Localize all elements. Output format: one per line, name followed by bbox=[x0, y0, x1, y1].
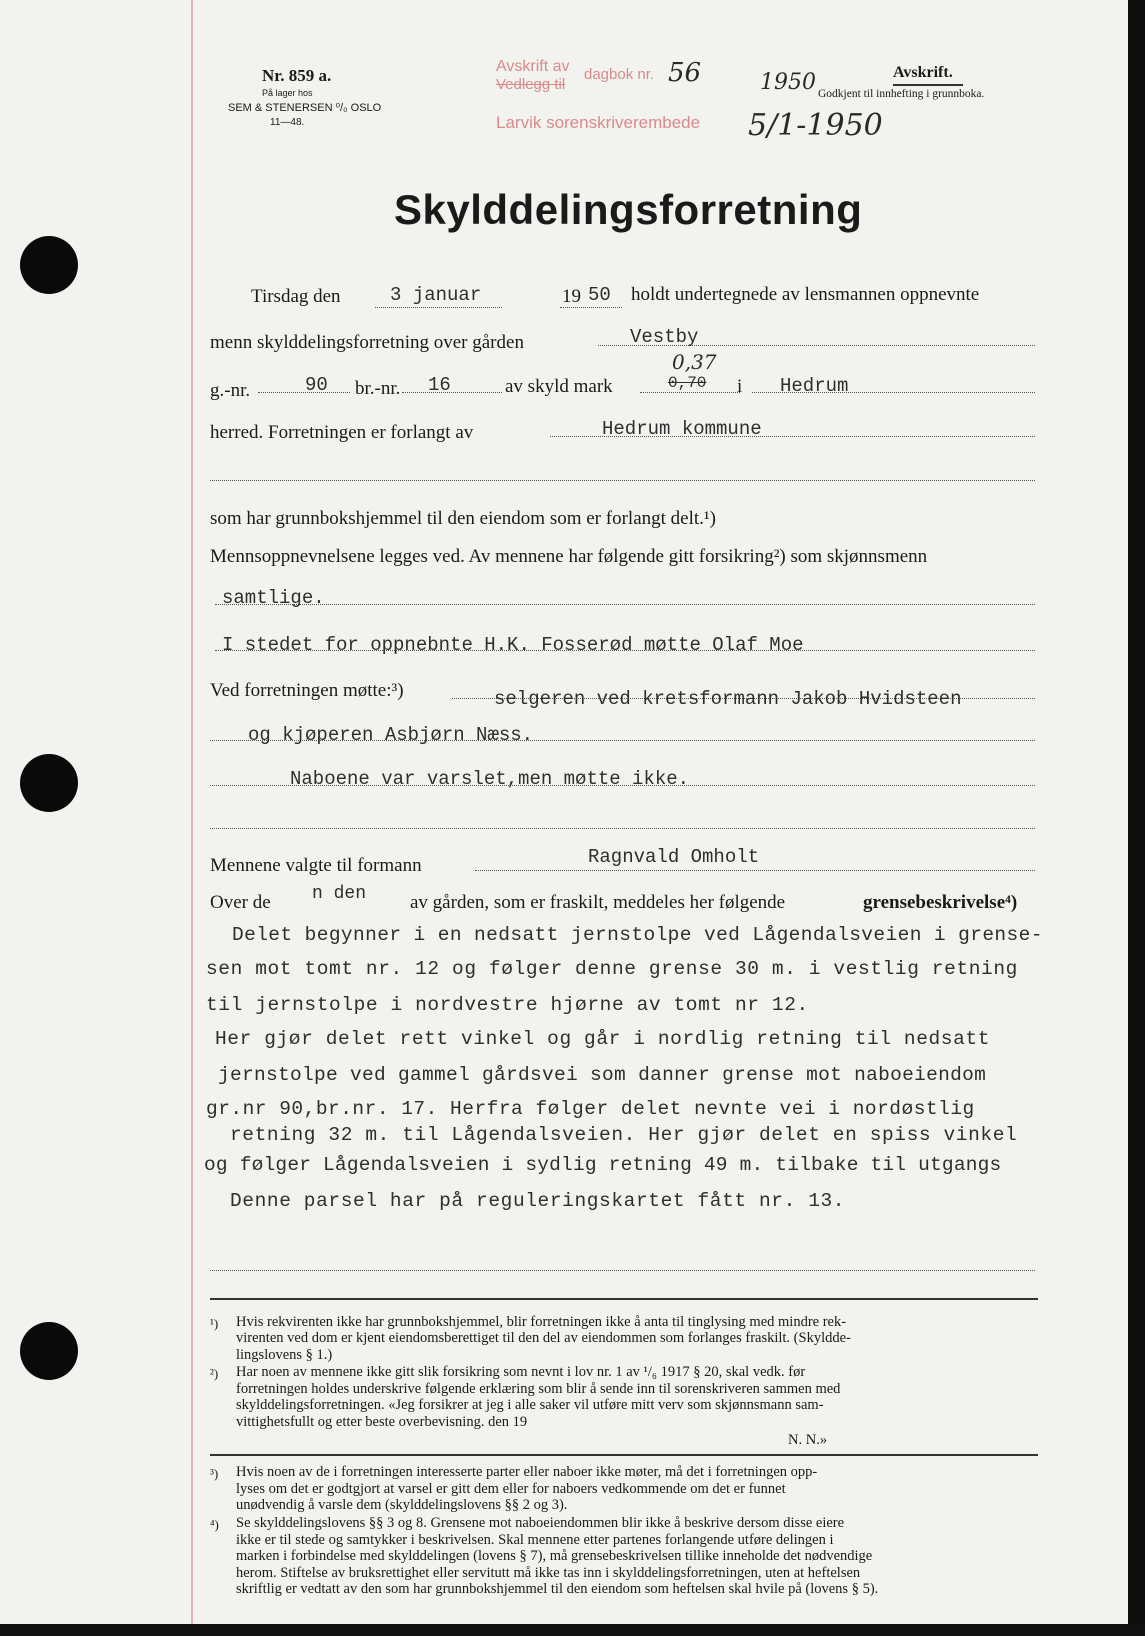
insurers: samtlige. bbox=[222, 587, 325, 609]
line1-text: holdt undertegnede av lensmannen oppnevnte bbox=[631, 284, 980, 305]
scan-edge-bottom bbox=[0, 1624, 1145, 1636]
form-number: Nr. 859 a. bbox=[262, 66, 332, 85]
description-line: og følger Lågendalsveien i sydlig retning 49 m. tilbake til utgangs bbox=[204, 1154, 1002, 1176]
punch-hole bbox=[20, 1322, 78, 1380]
skyld-new: 0,37 bbox=[672, 350, 717, 374]
over-label: Over de bbox=[210, 892, 271, 913]
gnr-value: 90 bbox=[305, 374, 328, 396]
footnote-1-line: lingslovens § 1.) bbox=[236, 1347, 333, 1363]
printer-date: 11—48. bbox=[270, 117, 305, 128]
footnote-rule bbox=[210, 1298, 1038, 1300]
avskrift-label: Avskrift. bbox=[893, 64, 953, 81]
chair-name: Ragnvald Omholt bbox=[588, 846, 760, 868]
chair-dots bbox=[475, 870, 1035, 871]
punch-hole bbox=[20, 754, 78, 812]
substitute-line: I stedet for oppnebnte H.K. Fosserød møtte Olaf Moe bbox=[222, 634, 804, 656]
weekday-label: Tirsdag den bbox=[251, 286, 341, 307]
line2-text: menn skylddelingsforretning over gården bbox=[210, 332, 524, 353]
blank-dots bbox=[210, 480, 1035, 481]
description-line: Delet begynner i en nedsatt jernstolpe ved Lågendalsveien i grense- bbox=[232, 924, 1043, 946]
footnote-2-mark: ²) bbox=[210, 1366, 219, 1381]
stamp-dagbok: dagbok nr. bbox=[584, 66, 655, 83]
printer-line: På lager hos bbox=[262, 88, 313, 98]
herred-value: Hedrum bbox=[780, 375, 849, 397]
skyld-label: av skyld mark bbox=[505, 376, 613, 397]
punch-hole bbox=[20, 236, 78, 294]
date-dots bbox=[375, 307, 502, 308]
footnote-3-mark: ³) bbox=[210, 1466, 219, 1481]
gnr-label: g.-nr. bbox=[210, 380, 251, 401]
description-line: retning 32 m. til Lågendalsveien. Her gjør delet en spiss vinkel bbox=[230, 1124, 1018, 1146]
chair-label: Mennene valgte til formann bbox=[210, 855, 422, 876]
footnote-divider bbox=[210, 1454, 1038, 1456]
over-bold: grensebeskrivelse⁴) bbox=[863, 892, 1018, 913]
footnote-2-line: Har noen av mennene ikke gitt slik forsikring som nevnt i lov nr. 1 av ¹/₆ 1917 § 20, skal vedk. før bbox=[236, 1364, 806, 1380]
stamp-avskrift-av: Avskrift av bbox=[496, 58, 570, 75]
line6-text: Mennsoppnevnelsene legges ved. Av mennene har følgende gitt forsikring²) som skjønnsmenn bbox=[210, 546, 928, 567]
footnote-3-line: unødvendig å varsle dem (skylddelingslovens §§ 2 og 3). bbox=[236, 1497, 568, 1513]
description-line: Denne parsel har på reguleringskartet fått nr. 13. bbox=[230, 1190, 846, 1212]
footnote-4-line: Se skylddelingslovens §§ 3 og 8. Grensene mot naboeiendommen blir ikke å beskrive dersom disse eiere bbox=[236, 1515, 845, 1531]
bnr-value: 16 bbox=[428, 374, 451, 396]
footnote-3-line: Hvis noen av de i forretningen interesserte parter eller naboer ikke møter, må det i forretningen opp- bbox=[236, 1464, 818, 1480]
farm-name: Vestby bbox=[630, 326, 699, 348]
bnr-dots bbox=[402, 392, 502, 393]
footnote-3-line: lyses om det er godtgjort at varsel er gitt dem eller for naboers vedkommende om det er funnet bbox=[236, 1481, 786, 1497]
footnote-2-line: vittighetsfullt og etter beste overbevisning. den 19 bbox=[236, 1414, 528, 1430]
description-line: jernstolpe ved gammel gårdsvei som danner grense mot naboeiendom bbox=[218, 1064, 987, 1086]
i-label: i bbox=[737, 376, 743, 397]
document-title: Skylddelingsforretning bbox=[394, 186, 863, 233]
attended-3: Naboene var varslet,men møtte ikke. bbox=[290, 768, 690, 790]
bnr-label: br.-nr. bbox=[355, 378, 401, 399]
footnote-4-line: marken i forbindelse med skylddelingen (lovens § 7), må grensebeskrivelsen tillike inneholde det nødvendige bbox=[236, 1548, 873, 1564]
attended-2: og kjøperen Asbjørn Næss. bbox=[248, 724, 534, 746]
over-text: av gården, som er fraskilt, meddeles her følgende bbox=[410, 892, 786, 913]
attended-label: Ved forretningen møtte:³) bbox=[210, 680, 404, 701]
footnote-2-line: skylddelingsforretningen. «Jeg forsikrer at jeg i alle saker vil utføre mitt verv som skjønnsmann sam- bbox=[236, 1397, 824, 1413]
year-dots bbox=[560, 307, 622, 308]
footnote-4-line: ikke er til stede og samtykker i beskrivelsen. Skal mennene etter partenes forlangende utføre delingen i bbox=[236, 1532, 834, 1548]
stamp-year: 1950 bbox=[760, 70, 816, 95]
footnote-4-line: skriftlig er vedtatt av den som har grunnbokshjemmel til den eiendom som heftelsen skal hvile på (lovens § 5). bbox=[236, 1581, 879, 1597]
footnote-1-line: virenten ved dom er kjent eiendomsberettiget til den del av eiendommen som forlanges fraskilt. (Skyldde- bbox=[236, 1330, 851, 1346]
stamp-date: 5/1-1950 bbox=[748, 108, 883, 143]
stamp-court: Larvik sorenskriverembede bbox=[496, 113, 701, 132]
description-line: Her gjør delet rett vinkel og går i nordlig retning til nedsatt bbox=[215, 1028, 991, 1050]
godkjent-text: Godkjent til innhefting i grunnboka. bbox=[818, 88, 985, 100]
attended-dots-4 bbox=[210, 828, 1035, 829]
description-line: sen mot tomt nr. 12 og følger denne grense 30 m. i vestlig retning bbox=[206, 958, 1018, 980]
stamp-vedlegg-til: Vedlegg til bbox=[496, 76, 566, 93]
gnr-dots bbox=[258, 392, 350, 393]
avskrift-underline bbox=[893, 84, 963, 86]
footnote-4-mark: ⁴) bbox=[210, 1517, 219, 1532]
date-value: 3 januar bbox=[390, 284, 482, 306]
attended-1: selgeren ved kretsformann Jakob Hvidsteen bbox=[494, 688, 962, 710]
footnote-2-line: forretningen holdes underskrive følgende erklæring som blir å sende inn til sorenskriveren sammen med bbox=[236, 1381, 841, 1397]
line5-text: som har grunnbokshjemmel til den eiendom som er forlangt delt.¹) bbox=[210, 508, 716, 529]
dagbok-number: 56 bbox=[668, 58, 702, 88]
skyld-old: 0,70 bbox=[668, 374, 707, 392]
year-prefix: 19 bbox=[562, 286, 581, 307]
description-end-dots bbox=[210, 1270, 1035, 1271]
year-value: 50 bbox=[588, 284, 611, 306]
description-line: gr.nr 90,br.nr. 17. Herfra følger delet nevnte vei i nordøstlig bbox=[206, 1098, 975, 1120]
footnote-1-line: Hvis rekvirenten ikke har grunnbokshjemmel, blir forretningen ikke å anta til tinglysing med mindre rek- bbox=[236, 1314, 847, 1330]
insurers-dots bbox=[215, 604, 1035, 605]
scan-edge bbox=[1128, 0, 1145, 1636]
footnote-4-line: herom. Stiftelse av bruksrettighet eller servitutt må ikke tas inn i skylddelingsforretningen, uten at heftelsen bbox=[236, 1565, 861, 1581]
requested-label: herred. Forretningen er forlangt av bbox=[210, 422, 474, 443]
printer-name: SEM & STENERSEN ⁰/₀ OSLO bbox=[228, 102, 382, 114]
requested-by: Hedrum kommune bbox=[602, 418, 762, 440]
skyld-dots bbox=[640, 392, 740, 393]
description-line: til jernstolpe i nordvestre hjørne av tomt nr 12. bbox=[206, 994, 809, 1016]
margin-line bbox=[191, 0, 193, 1624]
over-fill: n den bbox=[312, 884, 367, 904]
footnote-1-mark: ¹) bbox=[210, 1316, 219, 1331]
footnote-2-signature: N. N.» bbox=[788, 1432, 828, 1448]
